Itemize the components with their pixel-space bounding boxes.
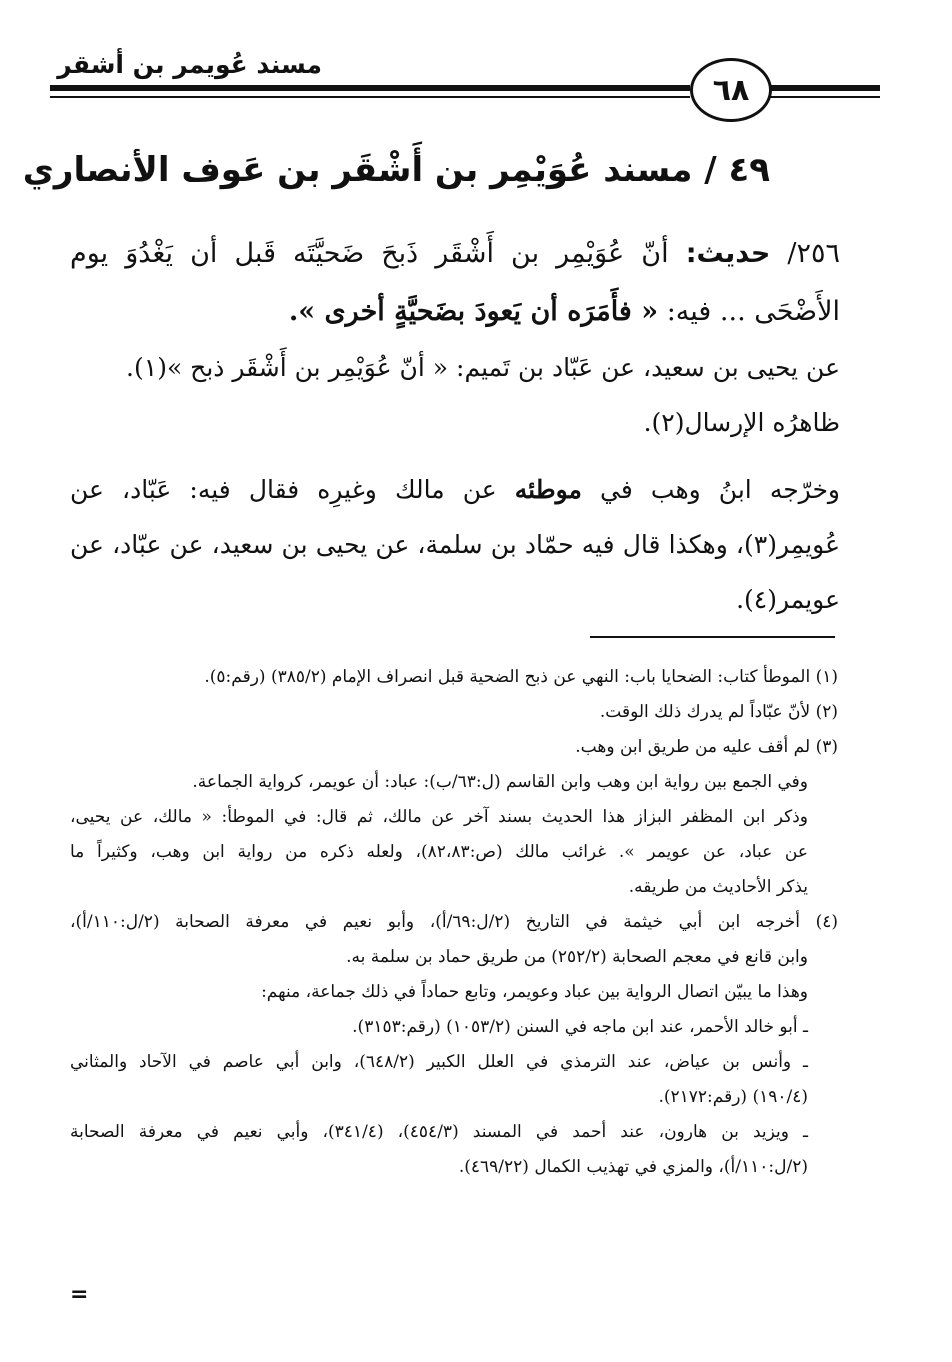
footnote-line: وهذا ما يبيّن اتصال الرواية بين عباد وعويمر، وتابع حماداً في ذلك جماعة، منهم: [261, 982, 808, 1002]
footnote-line: (٢) لأنّ عبّاداً لم يدرك ذلك الوقت. [599, 702, 838, 722]
footnote-line: وفي الجمع بين رواية ابن وهب وابن القاسم (ل:٦٣/ب): عباد: أن عويمر، كرواية الجماعة. [192, 772, 808, 792]
hadith-text: أنّ عُوَيْمِر بن أَشْقَر ذَبحَ ضَحيَّتَه قَبل أن يَغْدُوَ يوم الأَضْحَى ... فيه: [70, 238, 840, 327]
takhrij-part-2: عن مالك وغيرِه فقال فيه: عَبّاد، عن عُويمِر(٣)، وهكذا قال فيه حمّاد بن سلمة، عن يحيى بن سعيد، عن عبّاد، عن عويمر(٤). [70, 475, 840, 614]
hadith-paragraph [70, 225, 840, 341]
footnote-line: عن عباد، عن عويمر ». غرائب مالك (ص:٨٢،٨٣)، ولعله ذكره من رواية ابن وهب، وكثيراً ما [70, 842, 808, 862]
footnote-line: (٤) أخرجه ابن أبي خيثمة في التاريخ (٢/ل:٦٩/أ)، وأبو نعيم في معرفة الصحابة (٢/ل:١١٠/أ)، [70, 912, 838, 932]
takhrij-part-1: وخرّجه ابنُ وهب في [581, 475, 840, 504]
footnote-line: (١) الموطأ كتاب: الضحايا باب: النهي عن ذبح الضحية قبل انصراف الإمام (٣٨٥/٢) (رقم:٥). [204, 667, 838, 687]
running-title: مسند عُويمر بن أشقر [57, 50, 322, 79]
header-rule-thin [50, 96, 690, 98]
header-rule-right-thin [760, 96, 880, 98]
footnote-line: يذكر الأحاديث من طريقه. [628, 877, 808, 897]
page-number: ٦٨ [690, 58, 772, 122]
footnote-line: (٢/ل:١١٠/أ)، والمزي في تهذيب الكمال (٤٦٩/٢٢). [458, 1157, 808, 1177]
hadith-quote: « فأَمَرَه أن يَعودَ بضَحيَّةٍ أخرى ». [288, 296, 659, 327]
footnotes [70, 660, 838, 1185]
footnote-line: (١٩٠/٤) (رقم:٢١٧٢). [658, 1087, 808, 1107]
section-title: ٤٩ / مسند عُوَيْمِر بن أَشْقَر بن عَوف الأنصاري [22, 150, 770, 190]
header-rule-right [760, 85, 880, 91]
footnote-line: ـ أبو خالد الأحمر، عند ابن ماجه في السنن (١٠٥٣/٢) (رقم:٣١٥٣). [352, 1017, 808, 1037]
takhrij-bold: موطئه [514, 475, 582, 504]
takhrij-paragraph [70, 462, 840, 627]
narration-paragraph [70, 340, 840, 450]
footnote-line: ـ ويزيد بن هارون، عند أحمد في المسند (٤٥٤/٣)، (٣٤١/٤)، وأبي نعيم في معرفة الصحابة [70, 1122, 809, 1142]
narration-line-1: عن يحيى بن سعيد، عن عَبّاد بن تَميم: « أنّ عُوَيْمِر بن أَشْقَر ذبح »(١). [126, 353, 840, 382]
footnote-line: (٣) لم أقف عليه من طريق ابن وهب. [575, 737, 838, 757]
hadith-number: ٢٥٦/ [787, 238, 840, 269]
footnote-line: وذكر ابن المظفر البزاز هذا الحديث بسند آخر عن مالك، ثم قال: في الموطأ: « مالك، عن يحيى، [70, 807, 808, 827]
narration-line-2: ظاهرُه الإرسال(٢). [643, 408, 840, 437]
hadith-label: حديث: [685, 238, 771, 269]
continuation-mark: = [70, 1282, 89, 1307]
header-rule-thick [50, 85, 690, 91]
footnote-line: ـ وأنس بن عياض، عند الترمذي في العلل الكبير (٦٤٨/٢)، وابن أبي عاصم في الآحاد والمثاني [70, 1052, 809, 1072]
footnote-separator [590, 636, 835, 638]
footnote-line: وابن قانع في معجم الصحابة (٢٥٢/٢) من طريق حماد بن سلمة به. [346, 947, 808, 967]
